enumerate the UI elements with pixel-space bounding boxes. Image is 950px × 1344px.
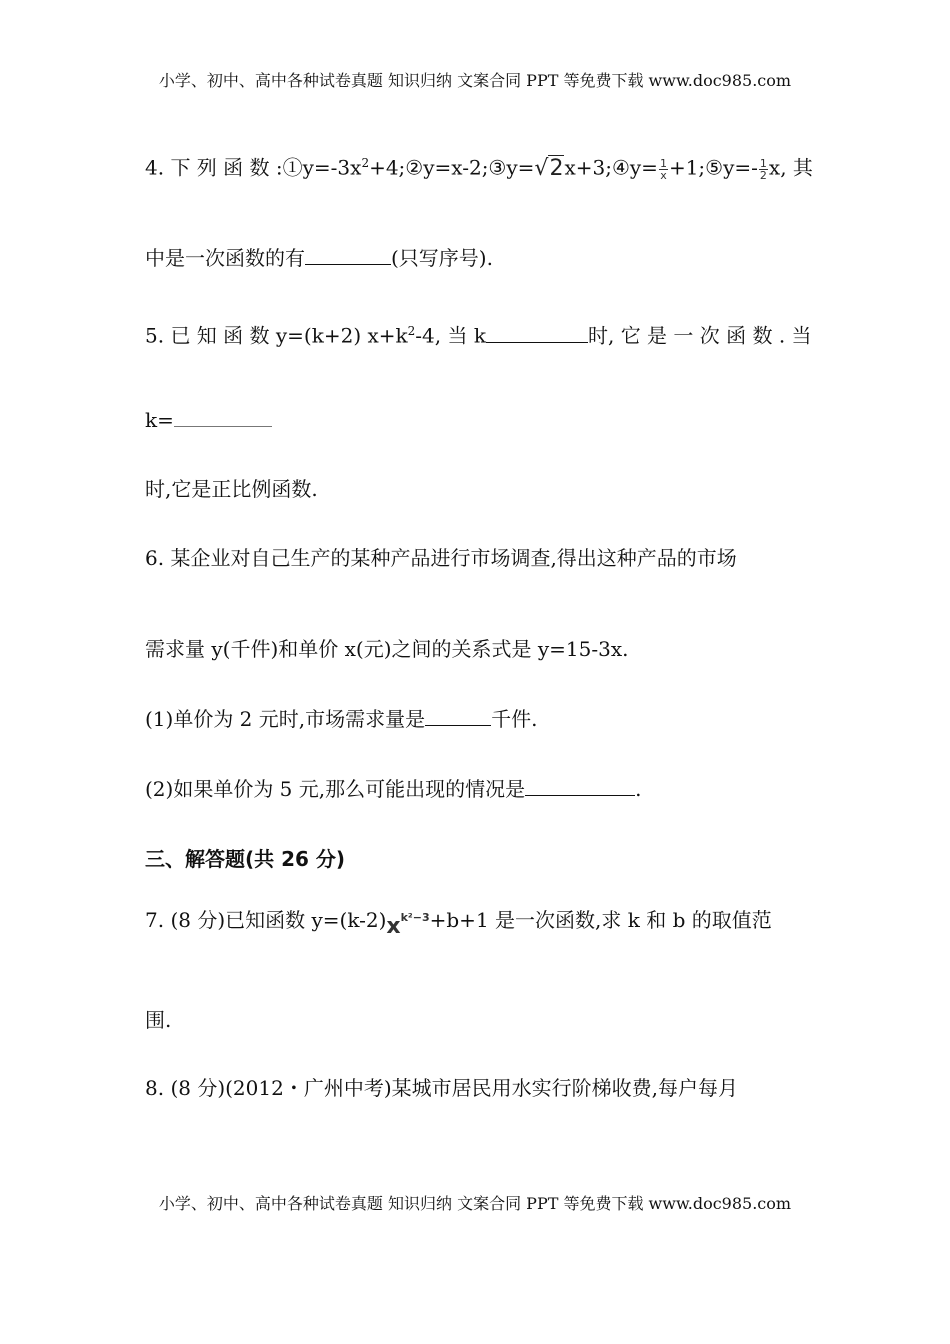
q4-superscript: 2 [361,156,370,170]
q5-line2-text: k= [145,408,174,432]
q6-sub1-text-a: (1)单价为 2 元时,市场需求量是 [145,707,426,731]
question-6-line-1: 6. 某企业对自己生产的某种产品进行市场调查,得出这种产品的市场 [145,546,737,570]
q5-text-a: 5. 已 知 函 数 y=(k+2) x+k [145,323,408,348]
fraction-one-over-x [659,158,668,181]
q5-text-b: -4, 当 k [415,323,486,348]
power-expression [386,908,430,939]
power-base: x [386,914,401,939]
fraction-numerator: 1 [659,156,667,170]
q6-sub2-text-a: (2)如果单价为 5 元,那么可能出现的情况是 [145,777,526,801]
page-header: 小学、初中、高中各种试卷真题 知识归纳 文案合同 PPT 等免费下载 www.doc985.com [158,71,792,90]
q4-text-d: +1;⑤y=- [668,155,758,180]
q4-line2-text-a: 中是一次函数的有 [145,246,305,270]
question-8-line-1: 8. (8 分)(2012・广州中考)某城市居民用水实行阶梯收费,每户每月 [145,1076,738,1100]
page-footer: 小学、初中、高中各种试卷真题 知识归纳 文案合同 PPT 等免费下载 www.doc985.com [158,1194,792,1213]
answer-blank[interactable] [525,777,635,796]
answer-blank[interactable] [305,246,391,265]
q4-line2-text-b: (只写序号). [391,246,493,270]
q7-text-b: +b+1 是一次函数,求 k 和 b 的取值范 [429,908,772,932]
question-4-line-1 [145,150,813,182]
question-6-line-2: 需求量 y(千件)和单价 x(元)之间的关系式是 y=15-3x. [145,637,629,661]
power-exponent: k²−3 [400,911,430,924]
q6-sub1-text-b: 千件. [491,707,538,731]
question-6-sub-1 [145,706,538,732]
question-7-line-1 [145,907,772,937]
q4-text-e: x, 其 [768,155,813,180]
q6-sub2-text-b: . [635,777,642,801]
fraction-denominator: 2 [759,168,767,182]
question-5-line-2 [145,407,272,433]
sqrt-symbol: √2 [534,155,564,181]
fraction-denominator: x [660,168,667,182]
answer-blank[interactable] [174,408,272,427]
question-5-line-3: 时,它是正比例函数. [145,477,318,501]
q7-text-a: 7. (8 分)已知函数 y=(k-2) [145,908,387,932]
q5-superscript: 2 [407,324,416,338]
question-4-line-2 [145,245,493,271]
q4-text-c: x+3;④y= [564,155,658,180]
q5-text-c: 时, 它 是 一 次 函 数 . 当 [587,323,812,348]
question-6-sub-2 [145,776,642,802]
fraction-numerator: 1 [759,156,767,170]
fraction-one-half [759,158,768,181]
answer-blank[interactable] [425,707,491,726]
sqrt-radicand: 2 [549,155,564,181]
question-5-line-1 [145,318,812,349]
q4-text-a: 4. 下 列 函 数 :①y=-3x [145,155,362,180]
q4-text-b: +4;②y=x-2;③y= [369,155,535,180]
answer-blank[interactable] [486,324,588,343]
question-7-line-2: 围. [145,1008,172,1032]
section-3-title: 三、解答题(共 26 分) [145,847,346,871]
